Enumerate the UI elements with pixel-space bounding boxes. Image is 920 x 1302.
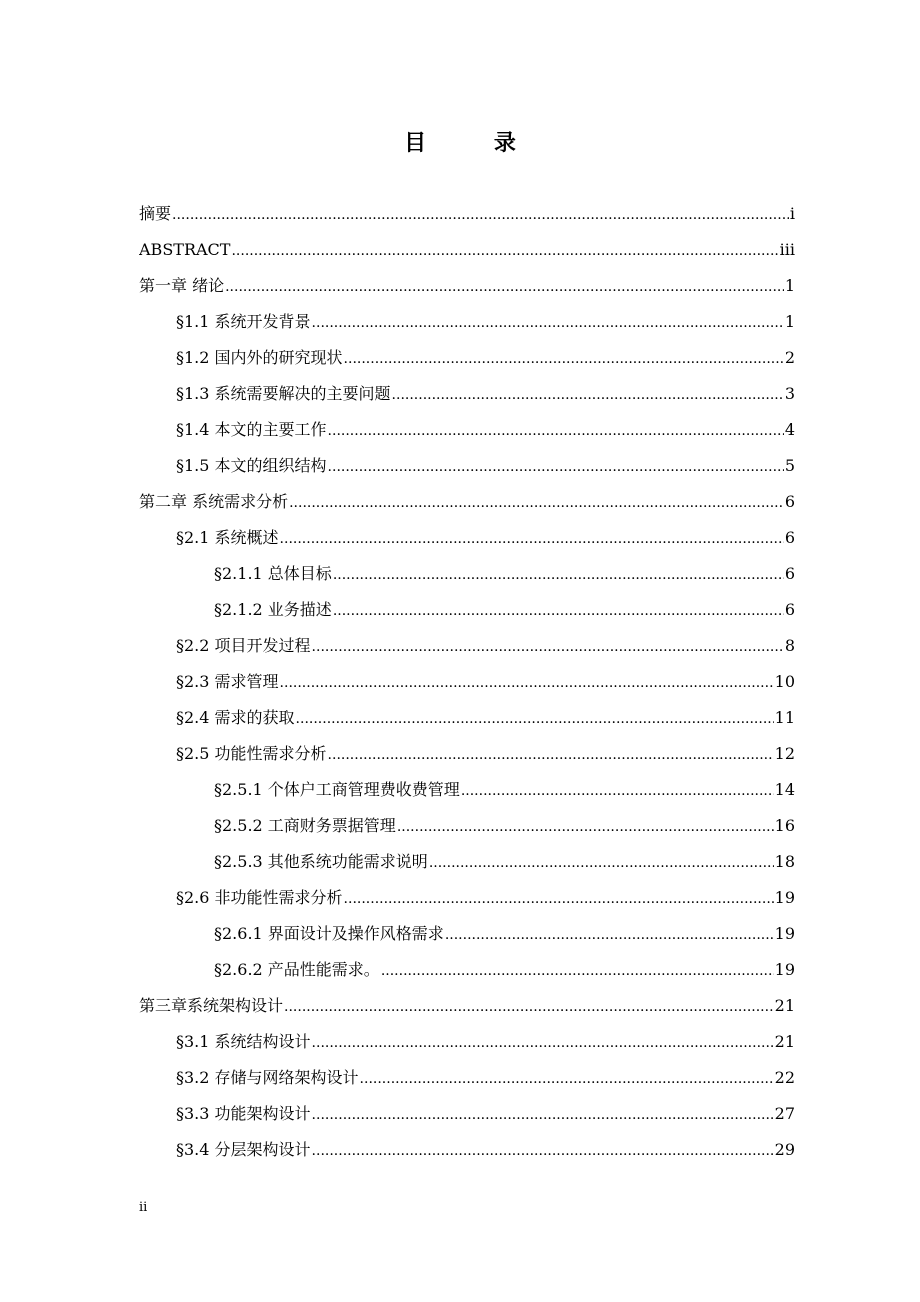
toc-entry[interactable] xyxy=(139,988,795,1024)
toc-entry[interactable] xyxy=(214,808,795,844)
toc-leader-dots xyxy=(312,305,784,340)
toc-entry[interactable] xyxy=(176,628,795,664)
toc-entry-label: §3.3 功能架构设计 xyxy=(176,1104,311,1123)
toc-entry-label: §1.1 系统开发背景 xyxy=(176,312,311,331)
toc-leader-dots xyxy=(312,1025,774,1060)
toc-leader-dots xyxy=(360,1061,774,1096)
toc-entry-page: 29 xyxy=(774,1140,795,1159)
toc-leader-dots xyxy=(312,1097,774,1132)
toc-entry-label: §1.5 本文的组织结构 xyxy=(176,456,327,475)
toc-entry-page: 19 xyxy=(774,924,795,943)
toc-entry[interactable] xyxy=(214,772,795,808)
toc-entry-page: 27 xyxy=(774,1104,795,1123)
toc-entry[interactable] xyxy=(176,1060,795,1096)
toc-entry-label: §3.1 系统结构设计 xyxy=(176,1032,311,1051)
toc-entry-page: 21 xyxy=(774,1032,795,1051)
toc-leader-dots xyxy=(296,701,774,736)
toc-entry-page: 10 xyxy=(774,672,795,691)
toc-entry[interactable] xyxy=(214,844,795,880)
toc-leader-dots xyxy=(289,485,784,520)
toc-entry[interactable] xyxy=(139,196,795,232)
toc-entry-page: 11 xyxy=(774,708,795,727)
toc-leader-dots xyxy=(333,593,784,628)
toc-leader-dots xyxy=(328,449,784,484)
toc-entry[interactable] xyxy=(139,232,795,268)
toc-entry-label: 摘要 xyxy=(139,204,172,223)
toc-entry[interactable] xyxy=(176,880,795,916)
toc-entry-label: §2.5.3 其他系统功能需求说明 xyxy=(214,852,428,871)
toc-entry[interactable] xyxy=(176,520,795,556)
toc-leader-dots xyxy=(312,629,784,664)
toc-entry-label: §2.1.1 总体目标 xyxy=(214,564,332,583)
toc-leader-dots xyxy=(280,665,774,700)
toc-leader-dots xyxy=(344,341,784,376)
toc-entry[interactable] xyxy=(176,376,795,412)
toc-entry-page: 8 xyxy=(784,636,795,655)
toc-entry-label: §3.4 分层架构设计 xyxy=(176,1140,311,1159)
toc-entry[interactable] xyxy=(176,412,795,448)
toc-entry-page: 1 xyxy=(784,276,795,295)
toc-entry-label: §2.5.2 工商财务票据管理 xyxy=(214,816,396,835)
toc-entry-page: 16 xyxy=(774,816,795,835)
toc-leader-dots xyxy=(172,197,789,232)
toc-entry-page: 2 xyxy=(784,348,795,367)
toc-entry[interactable] xyxy=(214,592,795,628)
toc-entry-label: §2.5 功能性需求分析 xyxy=(176,744,327,763)
toc-entry-label: §2.3 需求管理 xyxy=(176,672,279,691)
toc-entry[interactable] xyxy=(214,556,795,592)
toc-entry-label: §2.1 系统概述 xyxy=(176,528,279,547)
toc-entry[interactable] xyxy=(214,916,795,952)
toc-leader-dots xyxy=(381,953,774,988)
toc-entry-label: §2.2 项目开发过程 xyxy=(176,636,311,655)
toc-leader-dots xyxy=(344,881,774,916)
toc-leader-dots xyxy=(445,917,774,952)
toc-entry-label: §1.4 本文的主要工作 xyxy=(176,420,327,439)
toc-leader-dots xyxy=(397,809,774,844)
toc-leader-dots xyxy=(231,233,778,268)
toc-entry[interactable] xyxy=(176,664,795,700)
toc-leader-dots xyxy=(280,521,784,556)
toc-leader-dots xyxy=(333,557,784,592)
toc-entry-label: §1.3 系统需要解决的主要问题 xyxy=(176,384,391,403)
toc-entry-page: 22 xyxy=(774,1068,795,1087)
toc-entry-page: 3 xyxy=(784,384,795,403)
page-number: ii xyxy=(139,1200,148,1215)
toc-entry[interactable] xyxy=(176,340,795,376)
toc-entry-label: §2.1.2 业务描述 xyxy=(214,600,332,619)
toc-entry[interactable] xyxy=(139,484,795,520)
toc-leader-dots xyxy=(328,737,774,772)
toc-entry-page: 6 xyxy=(784,492,795,511)
toc-leader-dots xyxy=(328,413,784,448)
toc-entry-page: iii xyxy=(779,240,795,259)
toc-entry[interactable] xyxy=(176,448,795,484)
toc-leader-dots xyxy=(392,377,784,412)
toc-entry-page: 6 xyxy=(784,600,795,619)
toc-entry[interactable] xyxy=(139,268,795,304)
toc-entry-page: 21 xyxy=(774,996,795,1015)
toc-entry-page: 12 xyxy=(774,744,795,763)
toc-entry[interactable] xyxy=(176,700,795,736)
toc-entry-page: 18 xyxy=(774,852,795,871)
toc-entry-page: 19 xyxy=(774,888,795,907)
toc-entry-label: §3.2 存储与网络架构设计 xyxy=(176,1068,359,1087)
toc-entry-page: 6 xyxy=(784,564,795,583)
toc-entry-label: 第一章 绪论 xyxy=(139,276,225,295)
toc-entry-label: 第二章 系统需求分析 xyxy=(139,492,289,511)
toc-entry-page: i xyxy=(789,204,795,223)
toc-leader-dots xyxy=(312,1133,774,1168)
toc-entry-label: ABSTRACT xyxy=(139,240,231,259)
toc-entry[interactable] xyxy=(214,952,795,988)
toc-entry-label: §2.5.1 个体户工商管理费收费管理 xyxy=(214,780,460,799)
toc-leader-dots xyxy=(429,845,774,880)
toc-entry-label: §2.6.1 界面设计及操作风格需求 xyxy=(214,924,444,943)
toc-entry-label: §2.6.2 产品性能需求。 xyxy=(214,960,380,979)
toc-entry[interactable] xyxy=(176,304,795,340)
toc-entry-page: 14 xyxy=(774,780,795,799)
toc-leader-dots xyxy=(225,269,784,304)
toc-entry-page: 19 xyxy=(774,960,795,979)
toc-leader-dots xyxy=(284,989,774,1024)
page-title: 目 录 xyxy=(404,131,546,156)
toc-entry-label: §2.4 需求的获取 xyxy=(176,708,295,727)
toc-entry-page: 6 xyxy=(784,528,795,547)
toc-entry[interactable] xyxy=(176,1132,795,1168)
toc-entry-page: 1 xyxy=(784,312,795,331)
toc-leader-dots xyxy=(461,773,774,808)
toc-entry[interactable] xyxy=(176,736,795,772)
toc-entry-label: 第三章系统架构设计 xyxy=(139,996,284,1015)
toc-entry-page: 5 xyxy=(784,456,795,475)
toc-entry-label: §2.6 非功能性需求分析 xyxy=(176,888,343,907)
toc-entry[interactable] xyxy=(176,1024,795,1060)
toc-entry[interactable] xyxy=(176,1096,795,1132)
toc-entry-label: §1.2 国内外的研究现状 xyxy=(176,348,343,367)
toc-entry-page: 4 xyxy=(784,420,795,439)
